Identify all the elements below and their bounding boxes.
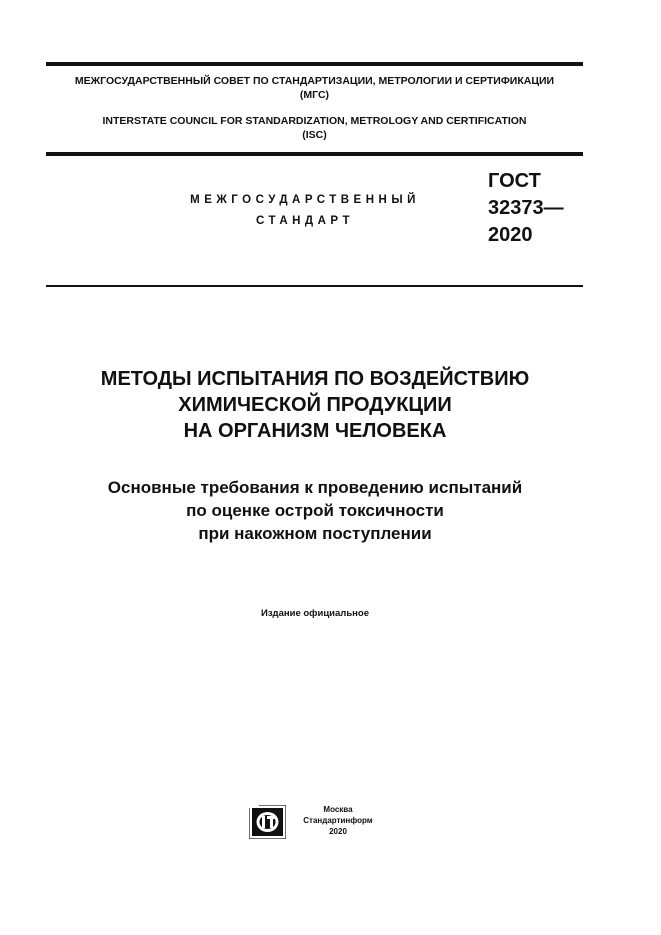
publisher-city: Москва <box>323 805 353 814</box>
gost-prefix: ГОСТ <box>488 170 541 192</box>
council-name-ru <box>46 74 583 102</box>
subtitle-line3: при накожном поступлении <box>198 524 432 543</box>
title-line1: МЕТОДЫ ИСПЫТАНИЯ ПО ВОЗДЕЙСТВИЮ <box>100 368 530 390</box>
middle-rule <box>46 152 583 156</box>
standard-type-label <box>150 190 460 232</box>
gost-number: 32373— <box>488 197 564 219</box>
publisher-block <box>292 804 384 837</box>
standard-type-line1: МЕЖГОСУДАРСТВЕННЫЙ <box>190 194 420 206</box>
gost-year: 2020 <box>488 224 533 246</box>
council-name-en <box>46 114 583 142</box>
lower-rule <box>46 285 583 287</box>
council-en-abbrev: (ISC) <box>302 129 327 141</box>
document-subtitle <box>30 476 600 545</box>
subtitle-line1: Основные требования к проведению испытаний <box>107 478 523 497</box>
standartinform-logo-icon <box>249 805 286 839</box>
council-ru-line1: МЕЖГОСУДАРСТВЕННЫЙ СОВЕТ ПО СТАНДАРТИЗАЦИИ, МЕТРОЛОГИИ И СЕРТИФИКАЦИИ <box>74 75 555 87</box>
publisher-name: Стандартинформ <box>303 816 373 825</box>
gost-designation <box>488 168 564 249</box>
council-en-line1: INTERSTATE COUNCIL FOR STANDARDIZATION, METROLOGY AND CERTIFICATION <box>102 115 527 127</box>
title-line3: НА ОРГАНИЗМ ЧЕЛОВЕКА <box>183 420 447 442</box>
top-rule <box>46 62 583 66</box>
council-ru-abbrev: (МГС) <box>299 89 330 101</box>
title-line2: ХИМИЧЕСКОЙ ПРОДУКЦИИ <box>178 394 452 416</box>
document-title <box>30 366 600 444</box>
official-edition-note: Издание официальное <box>261 608 369 619</box>
subtitle-line2: по оценке острой токсичности <box>186 501 444 520</box>
standard-type-line2: СТАНДАРТ <box>256 215 354 227</box>
publisher-year: 2020 <box>329 827 347 836</box>
